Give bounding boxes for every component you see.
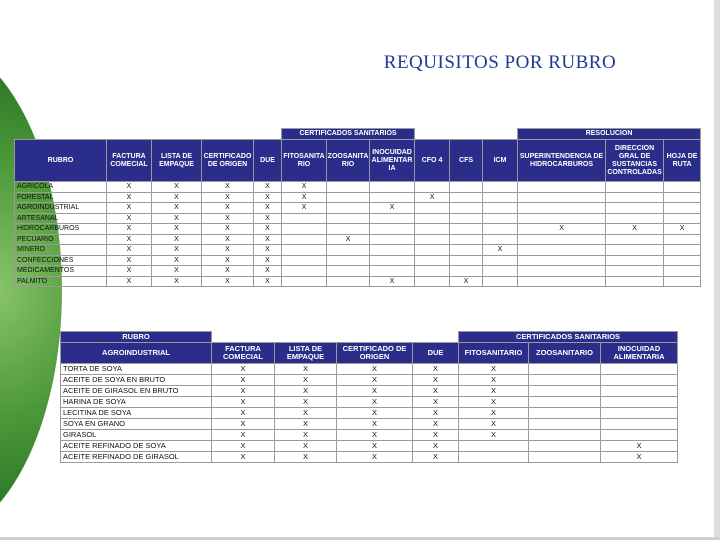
column-header: RUBRO bbox=[15, 140, 107, 182]
requirement-cell bbox=[601, 364, 678, 375]
requirement-cell bbox=[327, 255, 370, 266]
table2-header-row bbox=[61, 343, 678, 364]
requirement-cell bbox=[664, 192, 701, 203]
table2-body bbox=[61, 364, 678, 463]
column-header: ZOOSANITA RIO bbox=[327, 140, 370, 182]
requirement-cell: X bbox=[212, 375, 275, 386]
table1-body bbox=[15, 182, 701, 287]
requirement-cell bbox=[518, 213, 606, 224]
requirement-cell bbox=[483, 255, 518, 266]
requirement-cell: X bbox=[459, 419, 529, 430]
requirement-cell bbox=[282, 266, 327, 277]
requirement-cell bbox=[518, 192, 606, 203]
requirement-cell: X bbox=[254, 213, 282, 224]
requirement-cell: X bbox=[254, 266, 282, 277]
requirement-cell: X bbox=[413, 419, 459, 430]
column-header: INOCUIDAD ALIMENTARIA bbox=[601, 343, 678, 364]
requirement-cell bbox=[606, 255, 664, 266]
requirement-cell bbox=[415, 203, 450, 214]
requirement-cell bbox=[327, 224, 370, 235]
requirement-cell: X bbox=[202, 213, 254, 224]
requirement-cell: X bbox=[202, 192, 254, 203]
requirement-cell bbox=[327, 203, 370, 214]
requirement-cell: X bbox=[107, 255, 152, 266]
requirement-cell bbox=[282, 213, 327, 224]
row-label: HIDROCARBUROS bbox=[15, 224, 107, 235]
requirement-cell: X bbox=[370, 276, 415, 287]
requirement-cell bbox=[664, 182, 701, 193]
requirement-cell: X bbox=[202, 276, 254, 287]
row-label: LECITINA DE SOYA bbox=[61, 408, 212, 419]
requirement-cell: X bbox=[459, 397, 529, 408]
requirement-cell: X bbox=[152, 266, 202, 277]
table-row bbox=[15, 203, 701, 214]
requirement-cell: X bbox=[212, 386, 275, 397]
requirement-cell: X bbox=[254, 276, 282, 287]
row-label: AGRICOLA bbox=[15, 182, 107, 193]
table-row bbox=[61, 452, 678, 463]
requirement-cell: X bbox=[413, 397, 459, 408]
requirement-cell: X bbox=[254, 203, 282, 214]
requirement-cell: X bbox=[254, 192, 282, 203]
requirement-cell bbox=[370, 266, 415, 277]
requirement-cell: X bbox=[212, 408, 275, 419]
requirement-cell bbox=[601, 419, 678, 430]
row-label: ARTESANAL bbox=[15, 213, 107, 224]
requirement-cell bbox=[518, 182, 606, 193]
requirement-cell: X bbox=[152, 192, 202, 203]
requirement-cell: X bbox=[212, 419, 275, 430]
requirement-cell bbox=[450, 182, 483, 193]
requirement-cell bbox=[415, 255, 450, 266]
requirement-cell: X bbox=[664, 224, 701, 235]
requirement-cell bbox=[450, 234, 483, 245]
requirement-cell bbox=[415, 182, 450, 193]
requirement-cell: X bbox=[483, 245, 518, 256]
requirement-cell: X bbox=[459, 430, 529, 441]
table-row bbox=[15, 213, 701, 224]
requirement-cell bbox=[370, 234, 415, 245]
table-row bbox=[61, 375, 678, 386]
column-header: SUPERINTENDENCIA DE HIDROCARBUROS bbox=[518, 140, 606, 182]
requirement-cell bbox=[282, 255, 327, 266]
requirement-cell bbox=[518, 276, 606, 287]
requirement-cell: X bbox=[107, 182, 152, 193]
requirement-cell: X bbox=[212, 441, 275, 452]
table-row bbox=[61, 364, 678, 375]
requirement-cell: X bbox=[275, 386, 337, 397]
requirement-cell bbox=[415, 224, 450, 235]
row-label: ACEITE DE SOYA EN BRUTO bbox=[61, 375, 212, 386]
requirement-cell: X bbox=[152, 245, 202, 256]
table-row bbox=[61, 441, 678, 452]
requirement-cell bbox=[327, 276, 370, 287]
requirement-cell bbox=[327, 245, 370, 256]
requirement-cell: X bbox=[459, 408, 529, 419]
requirement-cell: X bbox=[275, 452, 337, 463]
requirement-cell bbox=[327, 192, 370, 203]
column-header: CERTIFICADO DE ORIGEN bbox=[337, 343, 413, 364]
requirement-cell bbox=[606, 245, 664, 256]
column-header: INOCUIDAD ALIMENTAR IA bbox=[370, 140, 415, 182]
requirement-cell: X bbox=[337, 408, 413, 419]
requirement-cell: X bbox=[275, 364, 337, 375]
requirement-cell bbox=[450, 203, 483, 214]
requirement-cell bbox=[529, 441, 601, 452]
requirement-cell bbox=[483, 213, 518, 224]
requirement-cell bbox=[529, 430, 601, 441]
requirement-cell bbox=[282, 276, 327, 287]
row-label: PALMITO bbox=[15, 276, 107, 287]
table-row bbox=[15, 266, 701, 277]
table-row bbox=[15, 192, 701, 203]
requirement-cell: X bbox=[337, 419, 413, 430]
requirement-cell: X bbox=[413, 452, 459, 463]
column-header: HOJA DE RUTA bbox=[664, 140, 701, 182]
table1-header-row bbox=[15, 140, 701, 182]
table-row bbox=[15, 245, 701, 256]
requirement-cell bbox=[370, 255, 415, 266]
requirement-cell bbox=[483, 182, 518, 193]
requirement-cell bbox=[664, 245, 701, 256]
requirement-cell: X bbox=[152, 224, 202, 235]
requirement-cell bbox=[415, 245, 450, 256]
requirement-cell: X bbox=[202, 182, 254, 193]
requirement-cell bbox=[370, 192, 415, 203]
requirement-cell bbox=[370, 224, 415, 235]
requirement-cell bbox=[450, 192, 483, 203]
column-header: FITOSANITARIO bbox=[459, 343, 529, 364]
requirement-cell bbox=[606, 192, 664, 203]
requirement-cell: X bbox=[282, 192, 327, 203]
requirement-cell bbox=[606, 203, 664, 214]
requirement-cell: X bbox=[337, 375, 413, 386]
requirement-cell: X bbox=[337, 397, 413, 408]
requirement-cell bbox=[459, 452, 529, 463]
column-header: DIRECCION GRAL DE SUSTANCIAS CONTROLADAS bbox=[606, 140, 664, 182]
requirement-cell: X bbox=[370, 203, 415, 214]
requirement-cell bbox=[601, 430, 678, 441]
table-row bbox=[15, 224, 701, 235]
requirement-cell bbox=[606, 234, 664, 245]
requirement-cell bbox=[664, 203, 701, 214]
requirement-cell bbox=[450, 266, 483, 277]
column-header: LISTA DE EMPAQUE bbox=[275, 343, 337, 364]
requirement-cell: X bbox=[459, 364, 529, 375]
requirement-cell bbox=[529, 397, 601, 408]
requirement-cell bbox=[459, 441, 529, 452]
requirement-cell: X bbox=[254, 182, 282, 193]
table-row bbox=[61, 386, 678, 397]
table-row bbox=[15, 255, 701, 266]
requirement-cell bbox=[518, 255, 606, 266]
requirement-cell bbox=[483, 234, 518, 245]
requirement-cell bbox=[370, 213, 415, 224]
column-header: FITOSANITA RIO bbox=[282, 140, 327, 182]
requirement-cell: X bbox=[413, 441, 459, 452]
requirement-cell bbox=[601, 408, 678, 419]
requirement-cell: X bbox=[413, 364, 459, 375]
requirement-cell bbox=[606, 276, 664, 287]
requirement-cell: X bbox=[275, 441, 337, 452]
requirement-cell bbox=[327, 213, 370, 224]
requirement-cell bbox=[415, 266, 450, 277]
row-label: CONFECCIONES bbox=[15, 255, 107, 266]
requirement-cell: X bbox=[212, 364, 275, 375]
requirement-cell: X bbox=[152, 182, 202, 193]
requirement-cell bbox=[483, 203, 518, 214]
group-header-certificados-2: CERTIFICADOS SANITARIOS bbox=[459, 332, 678, 343]
right-edge-shadow bbox=[714, 0, 720, 540]
table-row bbox=[15, 182, 701, 193]
row-label: FORESTAL bbox=[15, 192, 107, 203]
requirement-cell: X bbox=[275, 430, 337, 441]
requirement-cell: X bbox=[212, 397, 275, 408]
requirement-cell: X bbox=[254, 255, 282, 266]
requirement-cell: X bbox=[413, 386, 459, 397]
header-spacer bbox=[15, 129, 282, 140]
requirement-cell bbox=[529, 408, 601, 419]
requirement-cell: X bbox=[107, 266, 152, 277]
requirement-cell bbox=[327, 266, 370, 277]
requirement-cell: X bbox=[601, 452, 678, 463]
requirement-cell: X bbox=[254, 245, 282, 256]
requirement-cell bbox=[327, 182, 370, 193]
row-label: ACEITE DE GIRASOL EN BRUTO bbox=[61, 386, 212, 397]
row-label: GIRASOL bbox=[61, 430, 212, 441]
requirement-cell bbox=[664, 234, 701, 245]
column-header: CFS bbox=[450, 140, 483, 182]
requirement-cell bbox=[518, 266, 606, 277]
requirement-cell bbox=[529, 419, 601, 430]
column-header: LISTA DE EMPAQUE bbox=[152, 140, 202, 182]
column-header: ICM bbox=[483, 140, 518, 182]
column-header: DUE bbox=[413, 343, 459, 364]
requirement-cell: X bbox=[518, 224, 606, 235]
requirement-cell bbox=[415, 276, 450, 287]
column-header: AGROINDUSTRIAL bbox=[61, 343, 212, 364]
column-header: ZOOSANITARIO bbox=[529, 343, 601, 364]
slide-title: REQUISITOS POR RUBRO bbox=[383, 52, 617, 73]
row-label: TORTA DE SOYA bbox=[61, 364, 212, 375]
requirement-cell bbox=[518, 234, 606, 245]
header-spacer bbox=[415, 129, 518, 140]
requirement-cell: X bbox=[107, 234, 152, 245]
requirement-cell: X bbox=[152, 255, 202, 266]
row-label: ACEITE REFINADO DE SOYA bbox=[61, 441, 212, 452]
requirement-cell: X bbox=[415, 192, 450, 203]
requirement-cell bbox=[370, 245, 415, 256]
requirement-cell: X bbox=[107, 192, 152, 203]
requirement-cell: X bbox=[202, 234, 254, 245]
row-label: MEDICAMENTOS bbox=[15, 266, 107, 277]
requirement-cell: X bbox=[275, 408, 337, 419]
requirement-cell: X bbox=[212, 452, 275, 463]
column-header: CERTIFICADO DE ORIGEN bbox=[202, 140, 254, 182]
requirement-cell: X bbox=[254, 234, 282, 245]
requirement-cell: X bbox=[459, 386, 529, 397]
requirement-cell: X bbox=[107, 224, 152, 235]
requirement-cell bbox=[483, 192, 518, 203]
group-header-certificados: CERTIFICADOS SANITARIOS bbox=[282, 129, 415, 140]
row-label: AGROINDUSTRIAL bbox=[15, 203, 107, 214]
requirement-cell: X bbox=[107, 276, 152, 287]
row-label: ACEITE REFINADO DE GIRASOL bbox=[61, 452, 212, 463]
requirement-cell: X bbox=[413, 408, 459, 419]
requirement-cell: X bbox=[254, 224, 282, 235]
requirement-cell: X bbox=[107, 203, 152, 214]
requirement-cell bbox=[601, 375, 678, 386]
header-spacer bbox=[212, 332, 459, 343]
requirement-cell: X bbox=[337, 441, 413, 452]
requirement-cell bbox=[601, 397, 678, 408]
requirement-cell bbox=[601, 386, 678, 397]
requirement-cell bbox=[606, 182, 664, 193]
requirement-cell bbox=[282, 245, 327, 256]
requirement-cell bbox=[664, 255, 701, 266]
group-header-rubro: RUBRO bbox=[61, 332, 212, 343]
requirement-cell bbox=[282, 224, 327, 235]
requirements-by-sector-table bbox=[14, 128, 701, 287]
requirement-cell bbox=[529, 375, 601, 386]
agroindustrial-products-table bbox=[60, 331, 678, 463]
requirement-cell: X bbox=[337, 452, 413, 463]
requirement-cell: X bbox=[152, 276, 202, 287]
requirement-cell bbox=[518, 245, 606, 256]
requirement-cell bbox=[664, 266, 701, 277]
requirement-cell: X bbox=[107, 245, 152, 256]
requirement-cell: X bbox=[152, 234, 202, 245]
requirement-cell: X bbox=[212, 430, 275, 441]
requirement-cell bbox=[606, 266, 664, 277]
column-header: CFO 4 bbox=[415, 140, 450, 182]
column-header: FACTURA COMECIAL bbox=[212, 343, 275, 364]
requirement-cell bbox=[483, 224, 518, 235]
requirement-cell bbox=[483, 276, 518, 287]
requirement-cell: X bbox=[606, 224, 664, 235]
table-row bbox=[61, 419, 678, 430]
requirement-cell: X bbox=[202, 266, 254, 277]
row-label: HARINA DE SOYA bbox=[61, 397, 212, 408]
requirement-cell: X bbox=[282, 182, 327, 193]
group-header-resolucion: RESOLUCION bbox=[518, 129, 701, 140]
row-label: PECUARIO bbox=[15, 234, 107, 245]
table-row bbox=[61, 408, 678, 419]
requirement-cell bbox=[606, 213, 664, 224]
table-row bbox=[61, 397, 678, 408]
requirement-cell bbox=[483, 266, 518, 277]
requirement-cell: X bbox=[202, 224, 254, 235]
requirement-cell: X bbox=[275, 375, 337, 386]
requirement-cell: X bbox=[275, 397, 337, 408]
requirement-cell: X bbox=[202, 203, 254, 214]
requirement-cell: X bbox=[152, 213, 202, 224]
requirement-cell: X bbox=[337, 386, 413, 397]
requirement-cell bbox=[664, 213, 701, 224]
requirement-cell bbox=[664, 276, 701, 287]
requirement-cell: X bbox=[202, 255, 254, 266]
requirement-cell bbox=[518, 203, 606, 214]
requirement-cell bbox=[529, 452, 601, 463]
column-header: FACTURA COMECIAL bbox=[107, 140, 152, 182]
requirement-cell bbox=[529, 364, 601, 375]
requirement-cell: X bbox=[107, 213, 152, 224]
column-header: DUE bbox=[254, 140, 282, 182]
requirement-cell: X bbox=[601, 441, 678, 452]
requirement-cell: X bbox=[152, 203, 202, 214]
requirement-cell: X bbox=[327, 234, 370, 245]
requirement-cell: X bbox=[337, 430, 413, 441]
requirement-cell: X bbox=[450, 276, 483, 287]
requirement-cell bbox=[415, 213, 450, 224]
requirement-cell bbox=[415, 234, 450, 245]
requirement-cell: X bbox=[275, 419, 337, 430]
requirement-cell bbox=[450, 213, 483, 224]
row-label: SOYA EN GRANO bbox=[61, 419, 212, 430]
requirement-cell: X bbox=[413, 430, 459, 441]
table-row bbox=[61, 430, 678, 441]
requirement-cell: X bbox=[413, 375, 459, 386]
requirement-cell bbox=[529, 386, 601, 397]
requirement-cell bbox=[450, 255, 483, 266]
row-label: MINERO bbox=[15, 245, 107, 256]
requirement-cell: X bbox=[337, 364, 413, 375]
requirement-cell: X bbox=[202, 245, 254, 256]
requirement-cell bbox=[450, 245, 483, 256]
requirement-cell bbox=[450, 224, 483, 235]
table-row bbox=[15, 234, 701, 245]
requirement-cell bbox=[370, 182, 415, 193]
table-row bbox=[15, 276, 701, 287]
requirement-cell bbox=[282, 234, 327, 245]
requirement-cell: X bbox=[282, 203, 327, 214]
requirement-cell: X bbox=[459, 375, 529, 386]
